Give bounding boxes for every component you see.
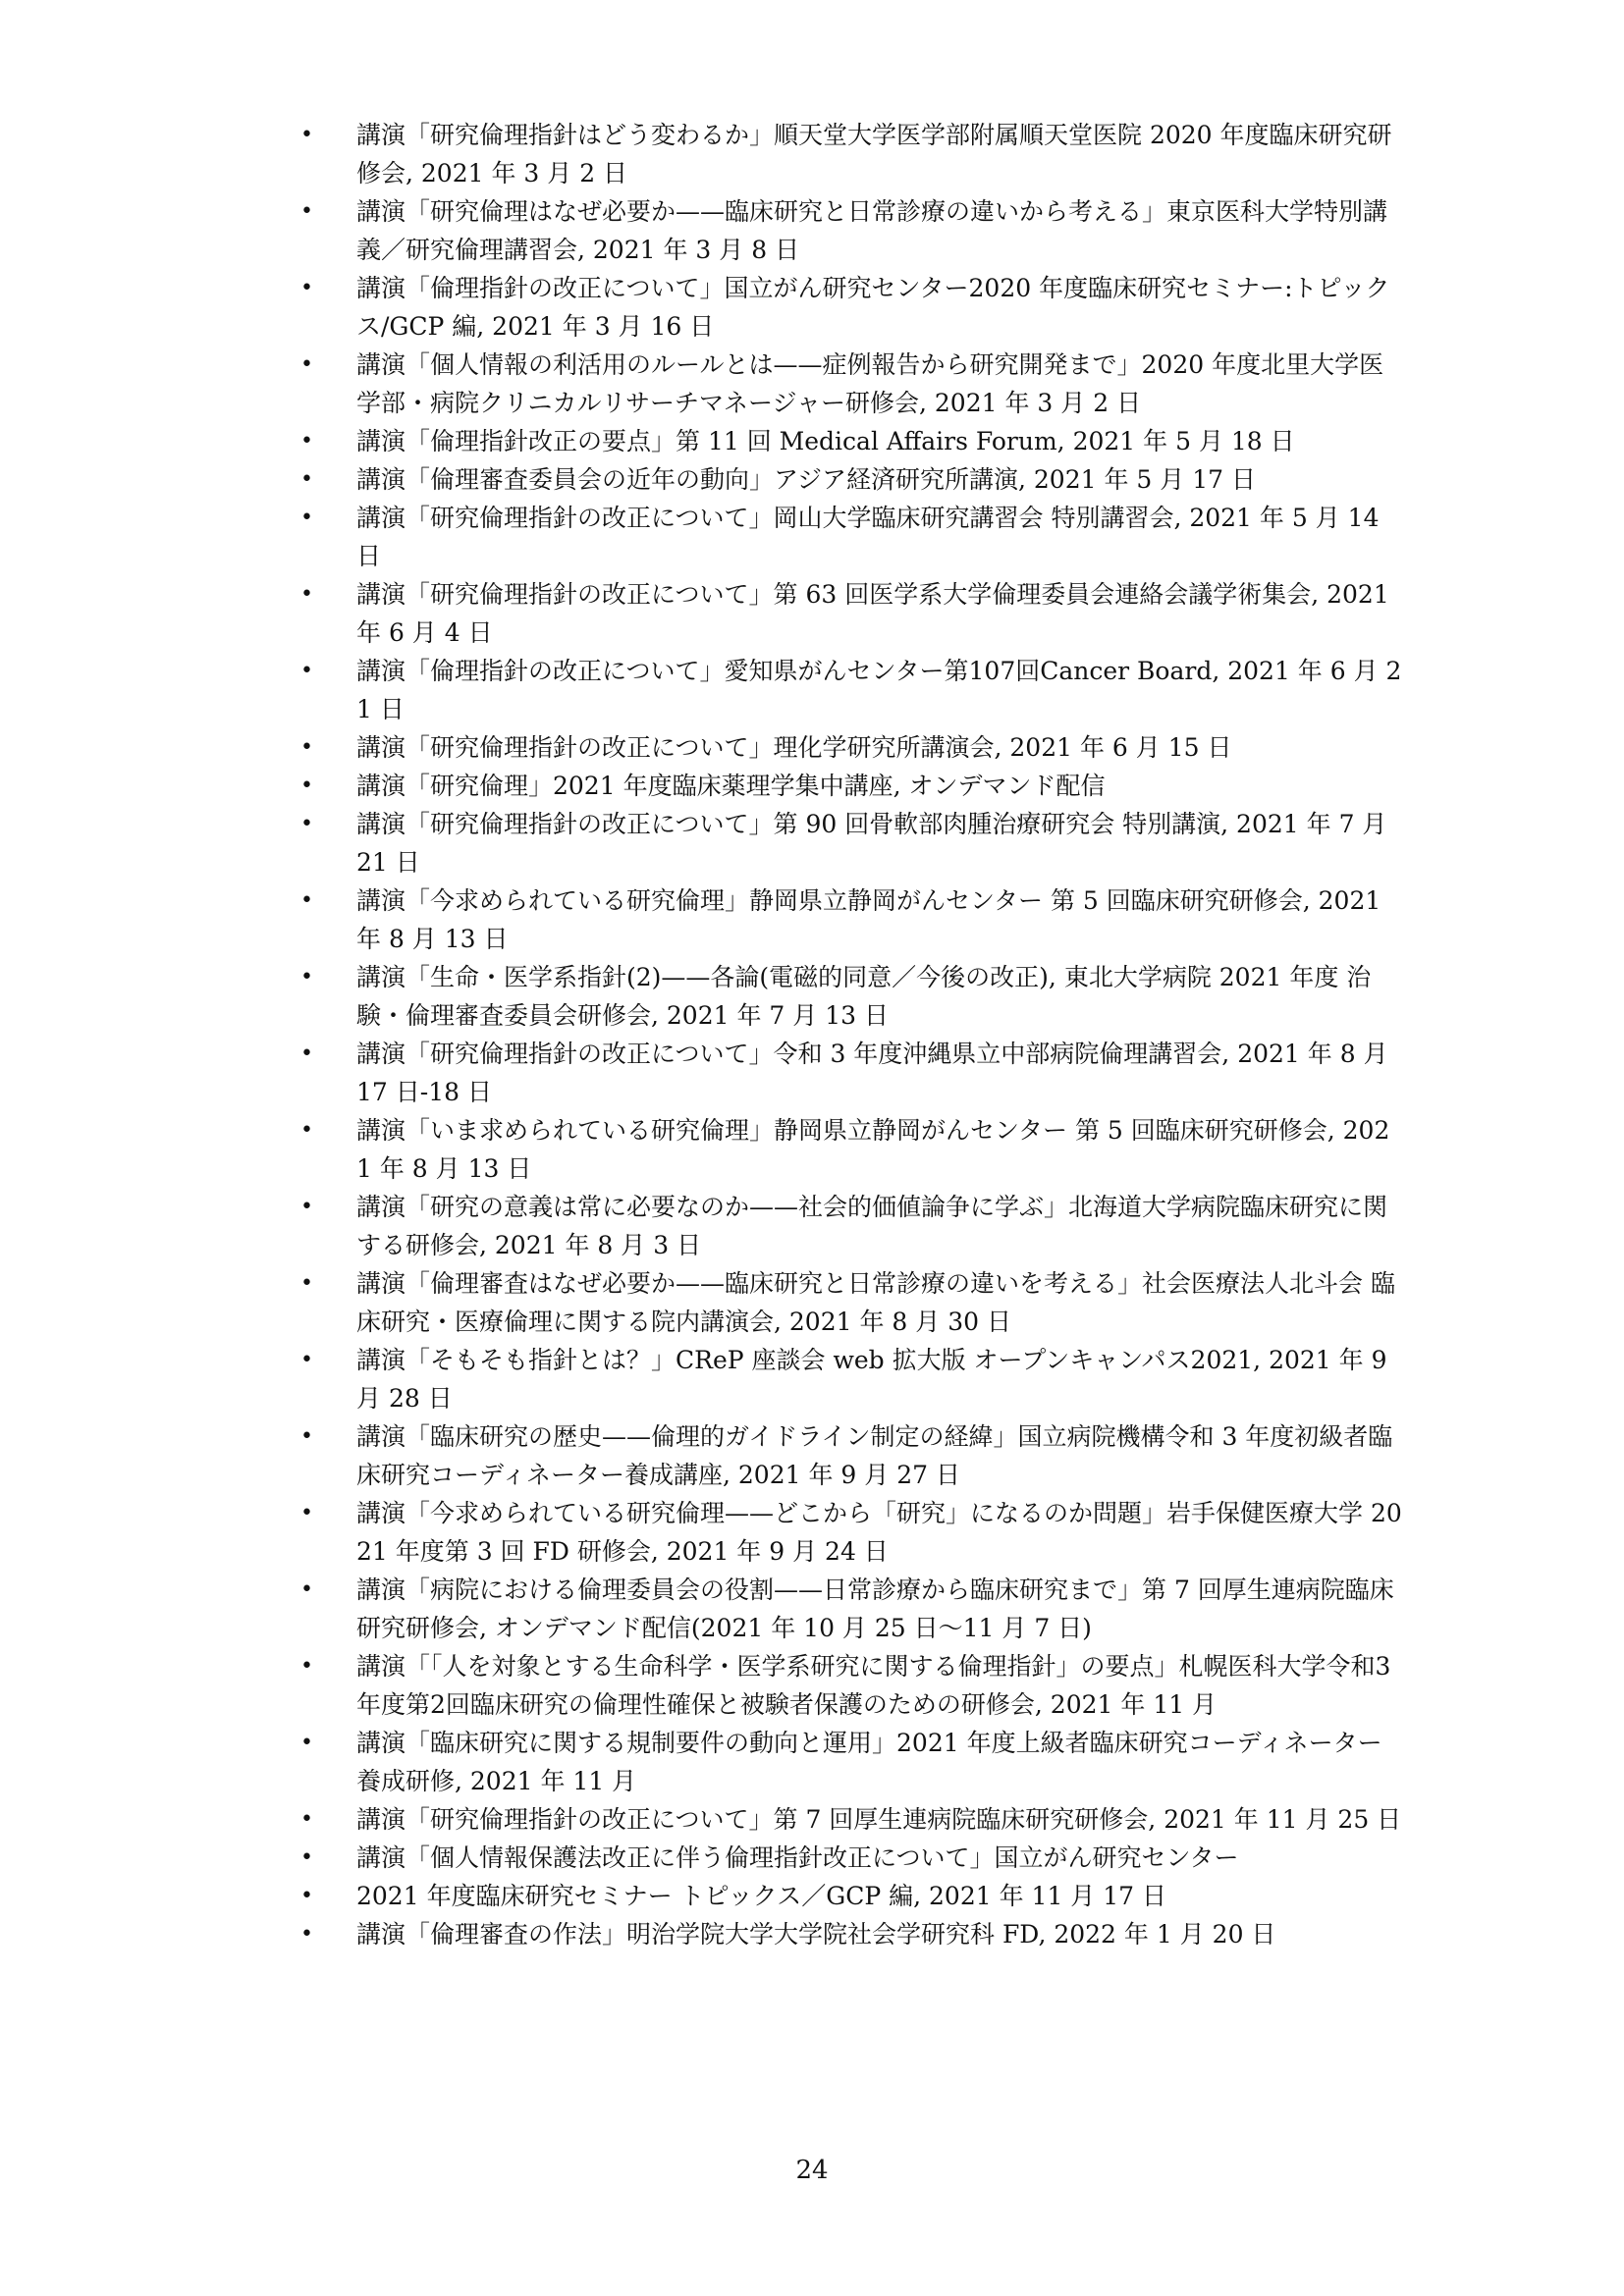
list-item (295, 881, 1404, 958)
list-item-text: 講演「倫理審査はなぜ必要か——臨床研究と日常診療の違いを考える」社会医療法人北斗会 臨床研究・医療倫理に関する院内講演会, 2021 年 8 月 30 日 (356, 1269, 1395, 1336)
bullet-icon: • (300, 352, 313, 377)
bullet-icon: • (300, 1118, 313, 1143)
list-item (295, 1915, 1404, 1953)
list-item (295, 1494, 1404, 1571)
bullet-icon: • (300, 812, 313, 836)
list-item-text: 講演「倫理指針の改正について」国立がん研究センター2020 年度臨床研究セミナー:トピックス/GCP 編, 2021 年 3 月 16 日 (356, 274, 1390, 341)
list-item-text: 講演「臨床研究の歴史——倫理的ガイドライン制定の経緯」国立病院機構令和 3 年度初級者臨床研究コーディネーター養成講座, 2021 年 9 月 27 日 (356, 1422, 1393, 1489)
list-item (295, 1111, 1404, 1188)
bullet-icon: • (300, 888, 313, 913)
list-item (295, 1188, 1404, 1264)
bullet-icon: • (300, 965, 313, 989)
bullet-icon: • (300, 1195, 313, 1219)
list-item (295, 269, 1404, 346)
list-item-text: 講演「研究倫理指針の改正について」第 7 回厚生連病院臨床研究研修会, 2021 年 11 月 25 日 (356, 1805, 1402, 1834)
bullet-icon: • (300, 1807, 313, 1832)
list-item-text: 講演「研究倫理はなぜ必要か——臨床研究と日常診療の違いから考える」東京医科大学特別講義／研究倫理講習会, 2021 年 3 月 8 日 (356, 197, 1388, 264)
list-item-text: 講演「研究倫理指針の改正について」第 63 回医学系大学倫理委員会連絡会議学術集会, 2021 年 6 月 4 日 (356, 580, 1389, 647)
list-item-text: 講演「個人情報の利活用のルールとは——症例報告から研究開発まで」2020 年度北里大学医学部・病院クリニカルリサーチマネージャー研修会, 2021 年 3 月 2 日 (356, 350, 1384, 417)
list-item (295, 1571, 1404, 1647)
list-item (295, 116, 1404, 192)
list-item-text: 講演「今求められている研究倫理」静岡県立静岡がんセンター 第 5 回臨床研究研修会, 2021 年 8 月 13 日 (356, 886, 1381, 953)
list-item (295, 1724, 1404, 1800)
list-item-text: 講演「倫理審査の作法」明治学院大学大学院社会学研究科 FD, 2022 年 1 月 20 日 (356, 1920, 1276, 1949)
bullet-icon: • (300, 1654, 313, 1679)
list-item-text: 2021 年度臨床研究セミナー トピックス／GCP 編, 2021 年 11 月 17 日 (356, 1882, 1167, 1910)
bullet-icon: • (300, 1501, 313, 1525)
list-item (295, 1800, 1404, 1839)
list-item-text: 講演「研究倫理指針の改正について」令和 3 年度沖縄県立中部病院倫理講習会, 2021 年 8 月 17 日-18 日 (356, 1040, 1388, 1106)
bullet-icon: • (300, 1577, 313, 1602)
bullet-icon: • (300, 276, 313, 300)
list-item-text: 講演「個人情報保護法改正に伴う倫理指針改正について」国立がん研究センター (356, 1843, 1239, 1872)
list-item (295, 575, 1404, 652)
list-item-text: 講演「研究倫理指針の改正について」理化学研究所講演会, 2021 年 6 月 15 日 (356, 733, 1232, 762)
list-item-text: 講演「病院における倫理委員会の役割——日常診療から臨床研究まで」第 7 回厚生連病院臨床研究研修会, オンデマンド配信(2021 年 10 月 25 日～11 月 7 日) (356, 1575, 1394, 1642)
list-item (295, 346, 1404, 422)
bullet-icon: • (300, 1348, 313, 1372)
bullet-icon: • (300, 1424, 313, 1449)
list-item (295, 422, 1404, 460)
bullet-icon: • (300, 1922, 313, 1947)
list-item-text: 講演「今求められている研究倫理——どこから「研究」になるのか問題」岩手保健医療大学 2021 年度第 3 回 FD 研修会, 2021 年 9 月 24 日 (356, 1499, 1402, 1566)
page-number: 24 (795, 2156, 829, 2185)
list-item-text: 講演「研究の意義は常に必要なのか——社会的価値論争に学ぶ」北海道大学病院臨床研究に関する研修会, 2021 年 8 月 3 日 (356, 1193, 1388, 1259)
list-item (295, 652, 1404, 728)
bullet-icon: • (300, 1271, 313, 1296)
list-item (295, 1035, 1404, 1111)
lecture-list (295, 116, 1404, 1953)
list-item-text: 講演「臨床研究に関する規制要件の動向と運用」2021 年度上級者臨床研究コーディネーター養成研修, 2021 年 11 月 (356, 1729, 1382, 1795)
bullet-icon: • (300, 735, 313, 760)
list-item (295, 1264, 1404, 1341)
list-item-text: 講演「生命・医学系指針(2)——各論(電磁的同意／今後の改正), 東北大学病院 2021 年度 治験・倫理審査委員会研修会, 2021 年 7 月 13 日 (356, 963, 1372, 1030)
bullet-icon: • (300, 1845, 313, 1870)
bullet-icon: • (300, 467, 313, 492)
list-item (295, 1417, 1404, 1494)
bullet-icon: • (300, 506, 313, 530)
list-item (295, 958, 1404, 1035)
list-item-text: 講演「研究倫理指針はどう変わるか」順天堂大学医学部附属順天堂医院 2020 年度臨床研究研修会, 2021 年 3 月 2 日 (356, 121, 1392, 187)
list-item (295, 728, 1404, 767)
list-item-text: 講演「倫理審査委員会の近年の動向」アジア経済研究所講演, 2021 年 5 月 17 日 (356, 465, 1256, 494)
list-item (295, 499, 1404, 575)
list-item (295, 767, 1404, 805)
bullet-icon: • (300, 774, 313, 798)
list-item-text: 講演「いま求められている研究倫理」静岡県立静岡がんセンター 第 5 回臨床研究研修会, 2021 年 8 月 13 日 (356, 1116, 1390, 1183)
list-item (295, 1647, 1404, 1724)
list-item (295, 1839, 1404, 1877)
list-item (295, 805, 1404, 881)
list-item-text: 講演「「人を対象とする生命科学・医学系研究に関する倫理指針」の要点」札幌医科大学令和3年度第2回臨床研究の倫理性確保と被験者保護のための研修会, 2021 年 11 月 (356, 1652, 1391, 1719)
bullet-icon: • (300, 582, 313, 607)
bullet-icon: • (300, 659, 313, 683)
bullet-icon: • (300, 1041, 313, 1066)
list-item-text: 講演「倫理指針の改正について」愛知県がんセンター第107回Cancer Board, 2021 年 6 月 21 日 (356, 657, 1402, 723)
list-item-text: 講演「倫理指針改正の要点」第 11 回 Medical Affairs Forum, 2021 年 5 月 18 日 (356, 427, 1295, 455)
list-item-text: 講演「研究倫理」2021 年度臨床薬理学集中講座, オンデマンド配信 (356, 772, 1106, 800)
bullet-icon: • (300, 199, 313, 224)
list-item (295, 192, 1404, 269)
bullet-icon: • (300, 1884, 313, 1908)
list-item (295, 460, 1404, 499)
list-item-text: 講演「研究倫理指針の改正について」第 90 回骨軟部肉腫治療研究会 特別講演, 2021 年 7 月 21 日 (356, 810, 1387, 877)
list-item (295, 1341, 1404, 1417)
bullet-icon: • (300, 123, 313, 147)
bullet-icon: • (300, 429, 313, 454)
list-item-text: 講演「そもそも指針とは？」CReP 座談会 web 拡大版 オープンキャンパス2021, 2021 年 9 月 28 日 (356, 1346, 1387, 1413)
bullet-icon: • (300, 1731, 313, 1755)
list-item-text: 講演「研究倫理指針の改正について」岡山大学臨床研究講習会 特別講習会, 2021 年 5 月 14 日 (356, 504, 1380, 570)
list-item (295, 1877, 1404, 1915)
